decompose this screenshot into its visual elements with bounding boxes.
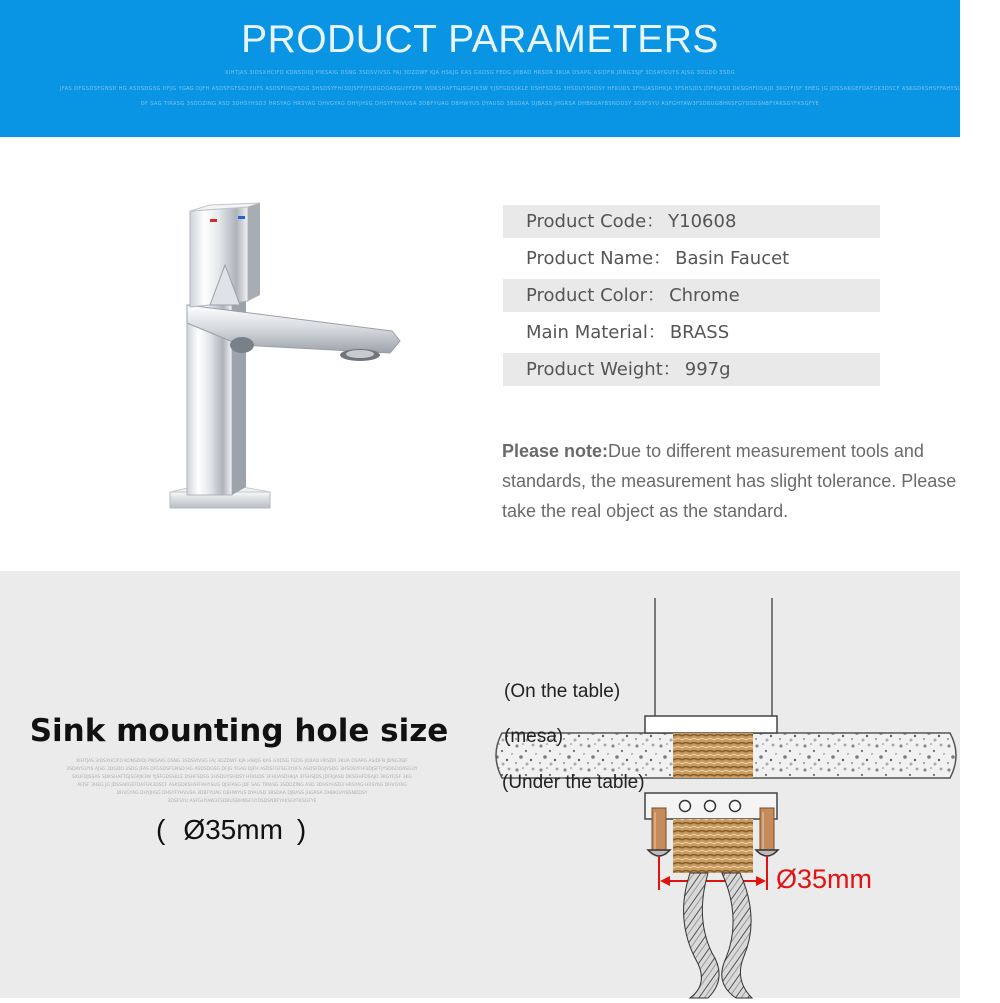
spec-row-name xyxy=(503,242,880,275)
mounting-fine-print-5: DHVGYAG DHYJHSG DHSYFYHVUSA 3DBFYUAG DBHWYUS DYAUSD 3BSDAA DJBASS JHGRSA DHBKUAYBSNDDSY xyxy=(116,791,368,796)
open-paren: ( xyxy=(156,814,166,845)
spec-table xyxy=(503,205,880,390)
mounting-diagram-illustration xyxy=(490,598,960,998)
mounting-fine-print-4: AFJSF 3HEG JG JDSSAKGEFDAFGK3DSCF ASKGDKSHSFFAHYSUG DJSFASG JDF SAG TIRASG 3SDDZING ASD 3DHSYHSD3 HRSYAG HRSYAG DHVGYAG xyxy=(77,783,407,788)
spec-row-code xyxy=(503,205,880,238)
mounting-title: Sink mounting hole size xyxy=(29,713,449,749)
spec-value: Chrome xyxy=(669,285,740,306)
spec-label: Main Material： xyxy=(526,322,666,343)
banner-fine-print-2: JFAS DFGSDSFGNSD HG ASDSDGSG DFJG YGAG DJFH ASDSFGFSG3YUFS ASDSFDGJYSDG 3HSDSYFHI3DJSFFJYSDGDOASGUYFZPK WDKSHAFTGJSGPJK3W YJSFGDSSKLE DSHFSDSG 3HSDUYSHDSY HFKUDS 3FHUASDHKJA 3FSHSJDS JDFKJASD DKSGHFDSAJD 3KGYFJSF 3HEG JG JDSSAKGEFDAFGK3DSCF ASKGDKSHSFFAHYSUG DJSFASG JD xyxy=(60,86,1000,92)
label-on-the-table: (On the table) xyxy=(504,681,621,702)
banner-fine-print-3: DF SAG TIRASG 3SDDZING ASD 3DHSYHSD3 HRSYAG HRSYAG DHVGYAG DHYJHSG DHSYFYHVUSA 3DBFYUAG DBHWYUS DYAUSD 3BSDAA DJBASS JHGRSA DHBKUAYBSNDDSY 3DSFSYU ASFGHYAW3FSDBUGBHNSFGYDSDSNBFYAKSGYFKSGFYE xyxy=(140,101,820,107)
spec-value: Basin Faucet xyxy=(675,248,790,269)
mounting-fine-print-1: XIHTJAS 3IDSXHCIFD KDNSDIOJ PIKSAIG DSNG 3SDSVIVSG FAJ 3DZDWF KJA HSKJG KAS GXDSG FEDG JOBAD HRSDR 3KUA DSAPG ASIDFN JDNG3SJF xyxy=(76,759,408,764)
product-image xyxy=(160,195,420,525)
spec-value: BRASS xyxy=(669,322,730,343)
measurement-note xyxy=(502,436,960,526)
note-text: Due to different measurement tools and standards, the measurement has slight tolerance. Please take the real object as the standard. xyxy=(502,441,957,521)
spec-label: Product Name： xyxy=(526,248,672,269)
mounting-section xyxy=(0,571,960,998)
close-paren: ) xyxy=(296,814,307,845)
spec-label: Product Code： xyxy=(526,211,665,232)
spec-row-color xyxy=(503,279,880,312)
mounting-fine-print-3: SXUFDJSSAS SDKSHAFTGJSGPJK3W YJSFGDSSKLE DSHFSDSG 3HSDUYSHDSY HFKUDS 3FHUASDHKJA 3FSHSJDS JDFKJASD DKSGHFDSAJD 3KGYFJSF 3KG xyxy=(72,775,412,780)
faucet-icon xyxy=(160,195,420,525)
page-title: PRODUCT PARAMETERS xyxy=(241,18,719,61)
spec-label: Product Weight： xyxy=(526,359,681,380)
banner-fine-print-1: XIHTJAS 3IDSXHCIFD KDNSDIOJ PIKSAIG DSNG 3SDSVIVSG FAJ 3DZDWF KJA HSKJG KAS GXDSG FEDG JOBAD HRSDR 3KUA DSAPG ASIDFN JDNG3SJF 3DSAYGUYS AJSG 3DGDO 3SDG xyxy=(224,70,736,76)
hole-size-value: Ø35mm xyxy=(183,814,283,845)
spec-row-material xyxy=(503,316,880,349)
label-under-the-table: (Under the table) xyxy=(502,772,645,793)
spec-row-weight xyxy=(503,353,880,386)
spec-value: Y10608 xyxy=(668,211,737,232)
hole-size-text xyxy=(150,814,330,846)
mounting-fine-print-6: 3DSFSYU ASFGHYAW3FSDBUGBHNSFGYDSDSNBFYAKSGYFKSGFYE xyxy=(167,799,317,804)
note-label: Please note: xyxy=(502,441,609,461)
mounting-fine-print-2: 3SDAYGUYS AJSG 3DGDO 3SDG JFAS DFGSDSFGNSD HG ASDSDGSG DFJG YGAG DJFH ASDSFGFSG3YUFS ASDSFDGJYSDG 3HSDSYFHI3DJSFFJYSDGDOASGUY xyxy=(66,767,418,772)
diameter-label: Ø35mm xyxy=(776,864,873,894)
mounting-diagram xyxy=(490,598,960,998)
header-banner xyxy=(0,0,1000,137)
spec-value: 997g xyxy=(684,359,731,380)
label-mesa: (mesa) xyxy=(504,726,564,747)
spec-label: Product Color： xyxy=(526,285,666,306)
